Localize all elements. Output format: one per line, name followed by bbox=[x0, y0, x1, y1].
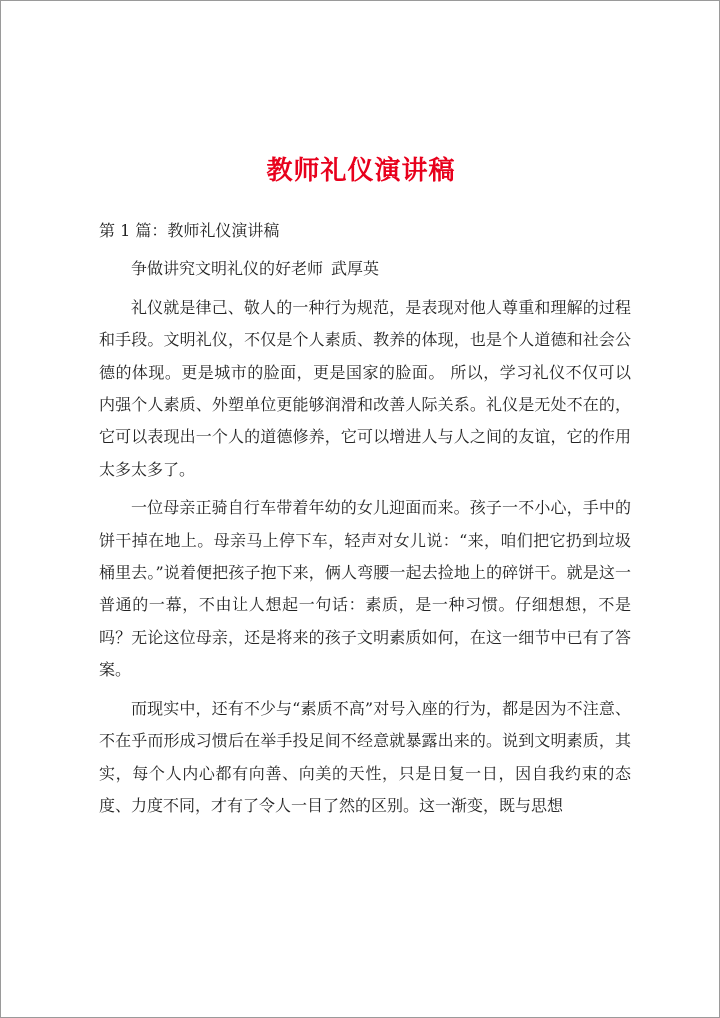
speech-subtitle: 争做讲究文明礼仪的好老师 bbox=[131, 259, 324, 279]
author-name: 武厚英 bbox=[331, 259, 380, 279]
section-heading: 第 1 篇：教师礼仪演讲稿 bbox=[99, 221, 280, 240]
paragraph: 而现实中，还有不少与“素质不高”对号入座的行为，都是因为不注意、不在乎而形成习惯后在举手投足间不经意就暴露出来的。说到文明素质，其实，每个人内心都有向善、向美的天性，只是日复一日，因自我约束的态度、力度不同，才有了令人一目了然的区别。这一渐变，既与思想 bbox=[99, 698, 631, 815]
document-title: 教师礼仪演讲稿 bbox=[266, 156, 456, 186]
paragraph: 一位母亲正骑自行车带着年幼的女儿迎面而来。孩子一不小心，手中的饼干掉在地上。母亲马上停下车，轻声对女儿说：“来，咱们把它扔到垃圾桶里去。”说着便把孩子抱下来，俩人弯腰一起去捡地上的碎饼干。就是这一普通的一幕，不由让人想起一句话：素质，是一种习惯。仔细想想，不是吗？无论这位母亲，还是将来的孩子文明素质如何，在这一细节中已有了答案。 bbox=[99, 498, 631, 680]
paragraph: 礼仪就是律己、敬人的一种行为规范，是表现对他人尊重和理解的过程和手段。文明礼仪，不仅是个人素质、教养的体现，也是个人道德和社会公德的体现。更是城市的脸面，更是国家的脸面。 所以，学习礼仪不仅可以内强个人素质、外塑单位更能够润滑和改善人际关系。礼仪是无处不在的，它可以表现出一个人的道德修养，它可以增进人与人之间的友谊，它的作用太多太多了。 bbox=[99, 297, 631, 479]
speech-subtitle-line bbox=[99, 253, 631, 285]
document-body bbox=[99, 215, 631, 822]
